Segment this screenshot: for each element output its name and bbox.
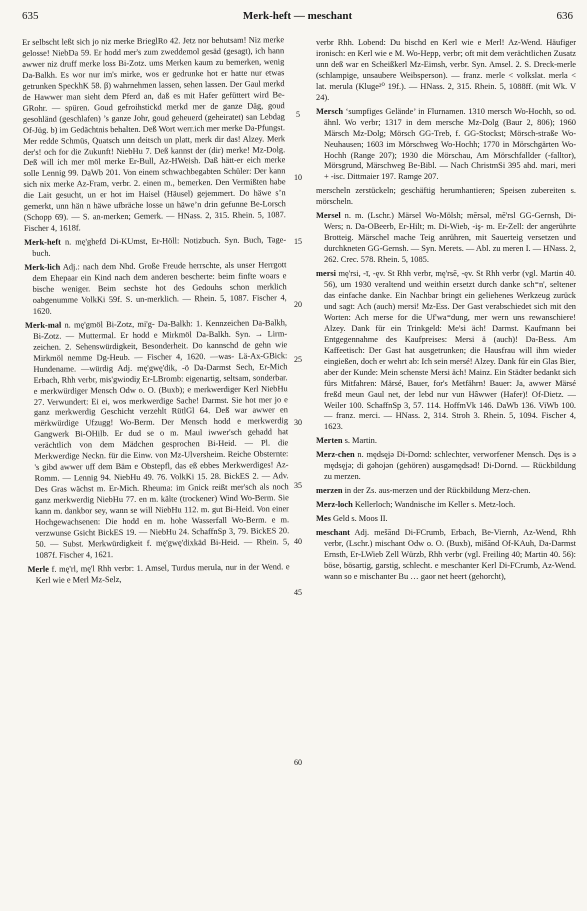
dictionary-entry (316, 436, 576, 447)
entry-text: Geld s. Moos II. (330, 514, 388, 524)
entry-text: n. mędsęjə Di-Dornd: schlechter, verworfener Mensch. Dęs is ə mędsęjə; di gəhojən (gehören) ausgəmędsəd! Di-Dornd. — Rückbildung zu merzen. (324, 450, 576, 482)
entry-text: in der Zs. aus-merzen und der Rückbildung Merz-chen. (342, 486, 531, 496)
line-number-gutter (287, 38, 309, 904)
page-header (22, 10, 573, 28)
entry-text: merscheln zerstückeln; geschäftig herumhantieren; Speisen zubereiten s. mörscheln. (316, 186, 576, 207)
entry-headword: Merten (316, 436, 343, 446)
entry-headword: Merz-loch (316, 500, 353, 510)
line-number: 30 (294, 418, 302, 427)
line-number: 10 (294, 173, 302, 182)
entry-text: n. m. (Lschr.) Märsel Wo-Mölsh; mērsəl, mē'rsl GG-Gernsh, Di-Wers; n. Da-OBeerb, Er-Hilt; m. Di-Wieb, -iş- m. Er-Zell: der angerührte Brotteig. Märschel mache Teig anrühren, mit Sauerteig versetzen und durchkneten GG-Gernsh. — Syn. Merets. — Abl. zu meren I. — HNass. 2, 262. Crec. 578. Rhein. 5, 1085. (324, 211, 576, 265)
entry-headword: Merle (27, 564, 50, 574)
dictionary-entry (316, 486, 576, 497)
line-number: 35 (294, 481, 302, 490)
line-number: 15 (294, 237, 302, 246)
left-column (22, 35, 293, 904)
entry-text: n. mę'gmöl Bi-Zotz, mi'g- Da-Balkh: 1. Kennzeichen Da-Balkh, Bi-Zotz. — Muttermal. Er hodd e Mirkmöl Da-Balkh. Syn. → Lirm-zeichen. 2. Sehenswürdigkeit, Besonderheit. Do kannschd de gehn wie Mirkmöl nemme Dg-Heub. — Fischer 4, 1620. —was- Lä-Ax-GBick: Hundename. —würdig Adj. mę'gwę'dik, -ö Da-Darmst Sech, Er-Mich Erbach, Rhh verbr, mis'gwiodiχ Er-LBromb: eigenartig, seltsam, sonderbar. e merkwürdiger Mensch Odw o. O. (Buxb); e merkwerdiger Kerl NiebHu 27. Verwundert: Ei ei, wos merkwerdige Sache! Darmst. Sie hot mer jo e ganz merkwerdig Geschicht verzehlt RütlGl 64. Deß war awwer en mërkwürdige Ufzugg! Wo-Berm. Der Mensch hodd e merkwerdig Gangwerk Bi-OHilb. Er dud se o m. Maul iwwer'sch gehadd hat verächtlich von dem Mädchen gesprochen Bi-Heid. — Pl. die Merkwerdige Neckn. für die Einw. von Mz-Ulversheim. Reiche Obsternte: 's gibd awwer uff dem Bäm e Obstepfl, das eß ebbes Merkwerdiges! Az-Romm. — Lennig 94. NiebHu 49. 76. VolkKi 15. 28. BickES 2. — Adv. Des Gras wächst m. Er-Mich. Rheuma: im Gnick reißt mer'sch als noch ganz merkwerdig NiebHu 77. en m. kälte (trockener) Wind Wo-Berm. Sie kann m. dankbor sey, wann se will NiebHu 112. m. gut Bi-Heid. Von einer Hochgewachsenen: Die hodd en m. hohe Wasserfall Wo-Berm. e m. verzwunse Gsicht BickES 19. — NiebHu 24. SchaffnSp 3, 79. BickES 20. 50. — Subst. Merkwürdigkeit f. mę'gwę'dixkäd Bi-Heid. — Rhein. 5, 1087f. Fischer 4, 1621. (33, 318, 290, 560)
entry-text: n. mę'ghefd Di-KUmst, Er-Höll: Notizbuch. Syn. Buch, Tage-buch. (32, 235, 287, 259)
dictionary-entry (316, 528, 576, 583)
entry-text: s. Martin. (342, 436, 377, 446)
dictionary-entry (25, 318, 290, 562)
entry-text: verbr Rhh. Lobend: Du bischd en Kerl wie e Merl! Az-Wend. Häufiger ironisch: en Kerl wie e M. Wo-Hepp, verbr; oft mit dem verächtlichen Zusatz unn deß war en Scheißkerl Mz-Eimsh, verbr. Syn. Amsel. 2. S. Dreck-merle (schlampige, unsaubere Weibsperson). — franz. merle < volkslat. merla < lat. merula (Kluge²⁰ 19f.). — HNass. 2, 315. Rhein. 5, 1088ff. (mit Wk. V 24). (316, 38, 576, 102)
line-number: 20 (294, 300, 302, 309)
entry-headword: Mersch (316, 106, 343, 116)
entry-text: mę'rsi, -ī, -ęv. St Rhh verbr, mę'rsē, -ęv. St Rhh verbr (vgl. Martin 40. 56), um 1930 veraltend und weithin ersetzt durch danke sch⁼n', seltener das einfache danke. Ein Nachbar bringt ein geliehenes Werkzeug zurück und sagt: Ach (auch) mersi! Mz-Ess. Der Gast verabschiedet sich mit den Worten: Ach merse for die Uf'wa⁼dung, mer wern uns rewanschiere! Alzey. Dank für ein Trinkgeld: Me'si äch! Darmst. Kaufmann bei Entgegennahme des Kaufpreises: Mersi ä (auch)! Da-Bess. Am Kaffeetisch: Der Gast hat ausgetrunken; die Hausfrau will ihm wieder eingießen, doch er wehrt ab: Ich sein mersé! Alzey. Dank für ein Glas Bier, aber der Kunde: Mein schenste Mersi äch! Mainz. Ein Städter bedankt sich fürs Mitfahren: Märsé, Bauer, for's Metfährn! Bauer: Ja, awwer Märsé freßd meun Gaul net, der lebd nur vun Hâwwer (Hafer)! Of-Dietz. — Weiler 100. SchaffnSp 3, 57. 114. HoffmVk 146. DaWb 136. ViWb 100. — franz. merci. — HNass. 2, 314. Stroh 3. Rhein. 5, 1094. Fischer 4, 1623. (324, 269, 576, 432)
dictionary-entry (316, 500, 576, 511)
dictionary-entry (22, 35, 286, 235)
line-number: 5 (296, 110, 300, 119)
line-number: 25 (294, 355, 302, 364)
entry-headword: Mes (316, 514, 331, 524)
entry-headword: mersi (316, 269, 336, 279)
entry-headword: Mersel (316, 211, 341, 221)
entry-text: Kellerloch; Wandnische im Keller s. Metz-loch. (352, 500, 516, 510)
page-number-right: 636 (556, 10, 573, 22)
dictionary-entry (24, 260, 287, 318)
running-title: Merk-heft — meschant (242, 10, 353, 22)
entry-headword: Merk-heft (24, 237, 61, 248)
dictionary-entry (316, 107, 576, 184)
entry-text: f. mę'rl, mę'l Rhh verbr: 1. Amsel, Turdus merula, nur in der Wend. e Kerl wie e Merl Mz-Selz, (35, 562, 290, 585)
dictionary-entry (24, 235, 286, 260)
dictionary-entry (316, 450, 576, 483)
line-number: 45 (294, 588, 302, 597)
entry-headword: Merk-lich (24, 262, 61, 273)
entry-text: Adj.: nach dem Nhd. Große Freude herrschte, als unser Herrgott dem Ehepaar ein Kind nach dem anderen bescherte: beim finfte woars e bische weniger. Beim sechste hot des Gedouhs schon merklich oabgenumme VolkKi 59f. S. un-merklich. — Rhein. 5, 1087. Fischer 4, 1620. (32, 260, 287, 316)
dictionary-entry (316, 186, 576, 208)
dictionary-entry (28, 562, 290, 587)
entry-headword: merzen (316, 486, 343, 496)
entry-text: Adj. mešānd Di-FCrumb, Erbach, Be-Viernh, Az-Wend, Rhh verbr, (Lschr.) mischant Odw o. O. (Buxb), mišānd Of-KAuh, Da-Darmst Ernsth, Er-LWieb Zell Würzb, Rhh verbr (vgl. Freiling 40; Martin 40. 56): böse, bösartig, garstig, schlecht. e meschanter Kerl Di-FCrumb, Az-Wend. wann so e mischanter Bu … gaor net heert (gehorcht), (324, 528, 576, 581)
dictionary-entry (316, 38, 576, 104)
page-number-left: 635 (22, 10, 39, 22)
dictionary-entry (316, 269, 576, 433)
line-number: 40 (294, 537, 302, 546)
entry-headword: meschant (316, 528, 350, 538)
entry-headword: Merk-mal (24, 320, 62, 330)
entry-text: Er selbscht leßt sich jo niz merke BrieglRo 42. Jetz nor behutsam! Niz merke gelosse! NiebDa 59. Er hodd mer's zum zweddemol gesäd (gesagt), ich hann awwer niz druff merke loss Bi-Zotz. ums Merken kaum zu bemerken, wenig Da-Balkh. Es wor nur im's mirke, wos er gedrunke hot er hatte nur etwas getrunken SpeckhK 58. β) wahrnehmen lassen, sehen lassen. Der Gaul merkd de Hawwer man sieht dem Pferd an, daß es mit Hafer gefüttert wird Be-GRohr. — spüren. Goud gefroihstickd merkd mer de ganze Däg, goud gesohländ (geschlafen) ’s ganze Johr, goud geheuerd (geheiratet) san Lebdag Of-Jüg. b) im Gedächtnis behalten. Deß Wort werr.ich mer merke Da-Pfungst. Mer redde Schmüs, Quatsch unn deitsch un platt, merk dir das! Alzey. Merk der's! och for die Zukunft! NiebHu 7. Deß kannst der (dir) merke! Mz-Dolg. Deß will ich mer möl merke Er-Bull, Az-HWeish. Daß hätt-er eich merke solle Lennig 99. DaWb 201. Von einem schwachbegabten Schüler: Der kann sich nix merke Az-Fram, verbr. 2. einen m., bemerken. Den Vermißten habe die Lait gesucht, un er hot im Haisel (Häusel) gejemmert. Do häwe s’n gemerkt, unn hän n häwe ufbräche losse un häwe’n drin gefunne Be-Lorsch (Schopp 69). — S. an-merken; Gemerk. — HNass. 2, 315. Rhein. 5, 1087. Fischer 4, 1618f. (22, 35, 286, 234)
line-number: 60 (294, 758, 302, 767)
entry-headword: Merz-chen (316, 450, 355, 460)
entry-text: ‘sumpfiges Gelände’ in Flurnamen. 1310 mersch Wo-Hochh, so od. ähnl. Wo verbr; 1317 in dem mersche Mz-Dolg (Baur 2, 806); 1960 Märsch Mz-Dolg; Mörsch GG-Treb, f. GG-Stockst; Mörsch-straße Wo-Neuhausen; 1603 im Mörschweg Wo-Hochh; 1770 in Mörschgärten Wo-Hochh (Range 207); 1930 die Mörschau, Am Mörschfallder (-falltor), Mörsgrund, Märschweg Be-Bibl. — Nach ChristmSi 395 ahd. mari, meri + -isc. Dittmaier 197. Ramge 207. (324, 106, 576, 182)
right-column (316, 38, 576, 904)
dictionary-entry (316, 211, 576, 266)
dictionary-entry (316, 514, 576, 525)
